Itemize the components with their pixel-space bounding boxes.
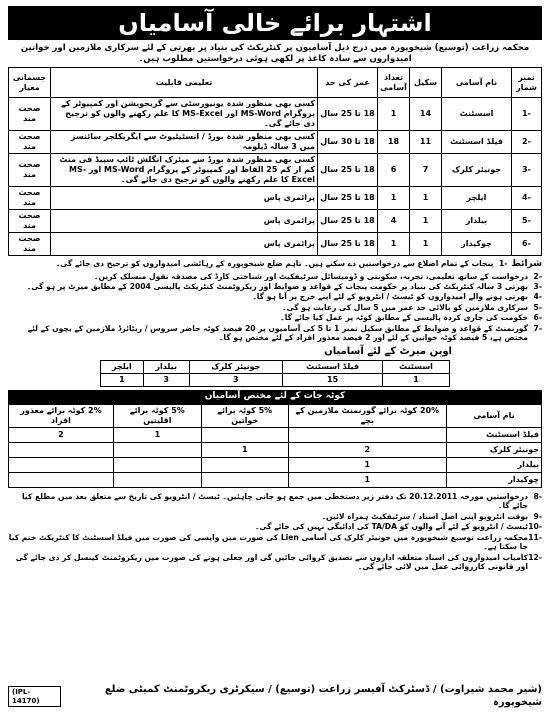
condition-item: شرائط -1 پنجاب کے تمام اضلاع سے درخواستیں دے سکتے ہیں۔ تاہم ضلع شیخوپورہ کے رہائشی امیدواروں کو ترجیح دی جائے گی۔: [55, 259, 542, 270]
quota-header-row: نام آسامی 20% کوٹہ برائے گورنمنٹ ملازمین کے بچے 5% کوٹہ برائے خواتین 5% کوٹہ برائے اقلیتیں 2% کوٹہ برائے معذور افراد: [9, 404, 542, 427]
quota-title: کوٹہ جات کے لئے مختص آسامیاں: [8, 390, 542, 403]
intro-text: محکمہ زراعت (توسیع) شیخوپورہ میں درج ذیل آسامیوں پر کنٹریکٹ کی بنیاد پر بھرتی کے لئے سرکاری ملازمین اور خواتین امیدواروں سے سادہ کاغذ پر لکھی ہوئی درخواستیں مطلوب ہیں۔: [20, 43, 530, 64]
vacancies-table: [8, 67, 542, 256]
table-row: فیلڈ اسسٹنٹ 1 2: [9, 427, 542, 442]
advertisement-banner: [8, 6, 542, 40]
quota-table: [8, 404, 542, 488]
header-scale: سکیل: [410, 68, 442, 98]
header-post-name: نام آسامی: [442, 68, 512, 98]
notes-section: [8, 492, 542, 572]
table-row: -2 فیلڈ اسسٹنٹ 11 18 18 تا 30 سال کسی بھی منظور شدہ بورڈ / انسٹیٹیوٹ سے ایگریکلچر سائنسز میں 3 سالہ ڈپلومہ صحت مند: [9, 131, 542, 154]
table-row: -5 بیلدار 1 4 18 تا 25 سال پرائمری پاس صحت مند: [9, 210, 542, 233]
condition-item: -7 گورنمنٹ کے قواعد و ضوابط کے مطابق سکیل نمبر 1 تا 5 کی آسامیوں پر 20 فیصد کوٹہ حاضر سروس / ریٹائرڈ ملازمین کے بچوں کے لئے مختص ہے، 5 فیصد کوٹہ خواتین کے لئے اور 2 فیصد معذور افراد کے لئے مختص ہو گا۔: [27, 323, 542, 343]
note-item: -9 بوقت انٹرویو اپنی اصل اسناد / سرٹیفکیٹ ہمراہ لائیں۔: [321, 511, 542, 521]
header-serial: نمبر شمار: [512, 68, 542, 98]
table-row: جونیئر کلرک 2 1: [9, 442, 542, 457]
open-merit-table: [100, 360, 450, 387]
header-physical: جسمانی معیار: [9, 68, 51, 98]
header-qualification: تعلیمی قابلیت: [51, 68, 318, 98]
note-item: -12 کامیاب امیدواروں کی اسناد متعلقہ اداروں سے تصدیق کروائی جائیں گی اور جعلی ہونے کی صورت میں ریکروٹمنٹ کینسل کر دی جائے گی اور قانونی کارروائی عمل میں لائی جائے گی۔: [15, 552, 542, 572]
table-header-row: [9, 68, 542, 98]
table-row: -1 اسسٹنٹ 14 1 18 تا 25 سال کسی بھی منظور شدہ یونیورسٹی سے گریجویشن اور کمپیوٹر کے پروگرام MS-Word اور MS-Excel کا علم رکھنے والوں کو ترجیح دی جائے گی۔ صحت مند: [9, 98, 542, 131]
conditions-section: [8, 259, 542, 343]
open-merit-value-row: 1 15 3 3 1: [101, 374, 450, 387]
conditions-heading: شرائط: [511, 259, 542, 270]
condition-item: -5 سرکاری ملازمین کو بالائی حد عمر میں 5 سال کی رعایت ہو گی۔: [282, 302, 542, 312]
header-age: عمر کی حد: [318, 68, 378, 98]
condition-item: -4 بھرتی ہونے والے امیدواروں کو ٹیسٹ / انٹرویو کے لئے اپنے خرچ پر آنا ہو گا۔: [252, 292, 542, 302]
header-count: تعداد آسامی: [378, 68, 410, 98]
footer: [8, 684, 542, 709]
signature-block: (شیر محمد شیراوت) / ڈسٹرکٹ آفیسر زراعت (توسیع) / سیکرٹری ریکروٹمنٹ کمیٹی ضلع شیخوپورہ: [104, 684, 542, 708]
table-row: چوکیدار 1: [9, 472, 542, 487]
table-row: بیلدار 1: [9, 457, 542, 472]
reference-code: (IPL-14170): [8, 686, 61, 708]
open-merit-header-row: اسسٹنٹ فیلڈ اسسٹنٹ جونیئر کلرک بیلدار ایلچر: [101, 361, 450, 374]
condition-item: -6 حکومت کی جاری کردہ پالیسی کے مطابق کوٹہ پر عمل کیا جائے گا۔: [280, 313, 542, 323]
note-item: -11 محکمہ زراعت توسیع شیخوپورہ میں جونیئر کلرک کی آسامی Lien کی صورت میں واپسی کی صورت میں فیلڈ اسسٹنٹ کا کنٹریکٹ ختم کیا جا سکتا ہے۔: [8, 532, 542, 552]
table-row: -6 چوکیدار 1 1 18 تا 25 سال پرائمری پاس صحت مند: [9, 233, 542, 256]
note-item: -10 ٹیسٹ / انٹرویو کے لئے آنے والوں کو TA/DA کی ادائیگی نہیں کی جائے گی۔: [254, 522, 542, 532]
quota-section: [8, 390, 542, 487]
condition-item: -2 درخواست کے ساتھ تعلیمی، تجربہ، سکونتی و ڈومیسائل سرٹیفکیٹ اور شناختی کارڈ کی مصدقہ نقول منسلک کریں۔: [94, 271, 542, 281]
banner-title: اشتہار برائے خالی آسامیاں: [118, 9, 432, 37]
table-row: -3 جونیئر کلرک 7 6 18 تا 25 سال کسی بھی منظور شدہ بورڈ سے میٹرک انگلش ٹائپ سپیڈ فی منٹ کم از کم 25 الفاظ اور کمپیوٹر کے پروگرام MS-Word اور MS-Excel کا علم رکھنے والوں کو ترجیح دی جائے گی۔ صحت مند: [9, 154, 542, 187]
condition-item: -3 بھرتی 3 سالہ کنٹریکٹ کی بنیاد پر حکومت پنجاب کے قواعد و ضوابط اور ریکروٹمنٹ کنٹریکٹ پالیسی 2004 کے مطابق میرٹ پر ہو گی۔: [26, 281, 542, 291]
note-item: -8 درخواستیں مورخہ 20.12.2011 تک دفتر زیر دستخطی میں جمع ہو جانی چاہئیں۔ ٹیسٹ / انٹرویو کی تاریخ سے متعلق بعد میں مطلع کیا جائے گا۔: [21, 491, 542, 511]
table-row: -4 ایلچر 1 1 18 تا 25 سال پرائمری پاس صحت مند: [9, 187, 542, 210]
open-merit-title: اوپن میرٹ کے لئے آسامیاں: [324, 345, 452, 357]
